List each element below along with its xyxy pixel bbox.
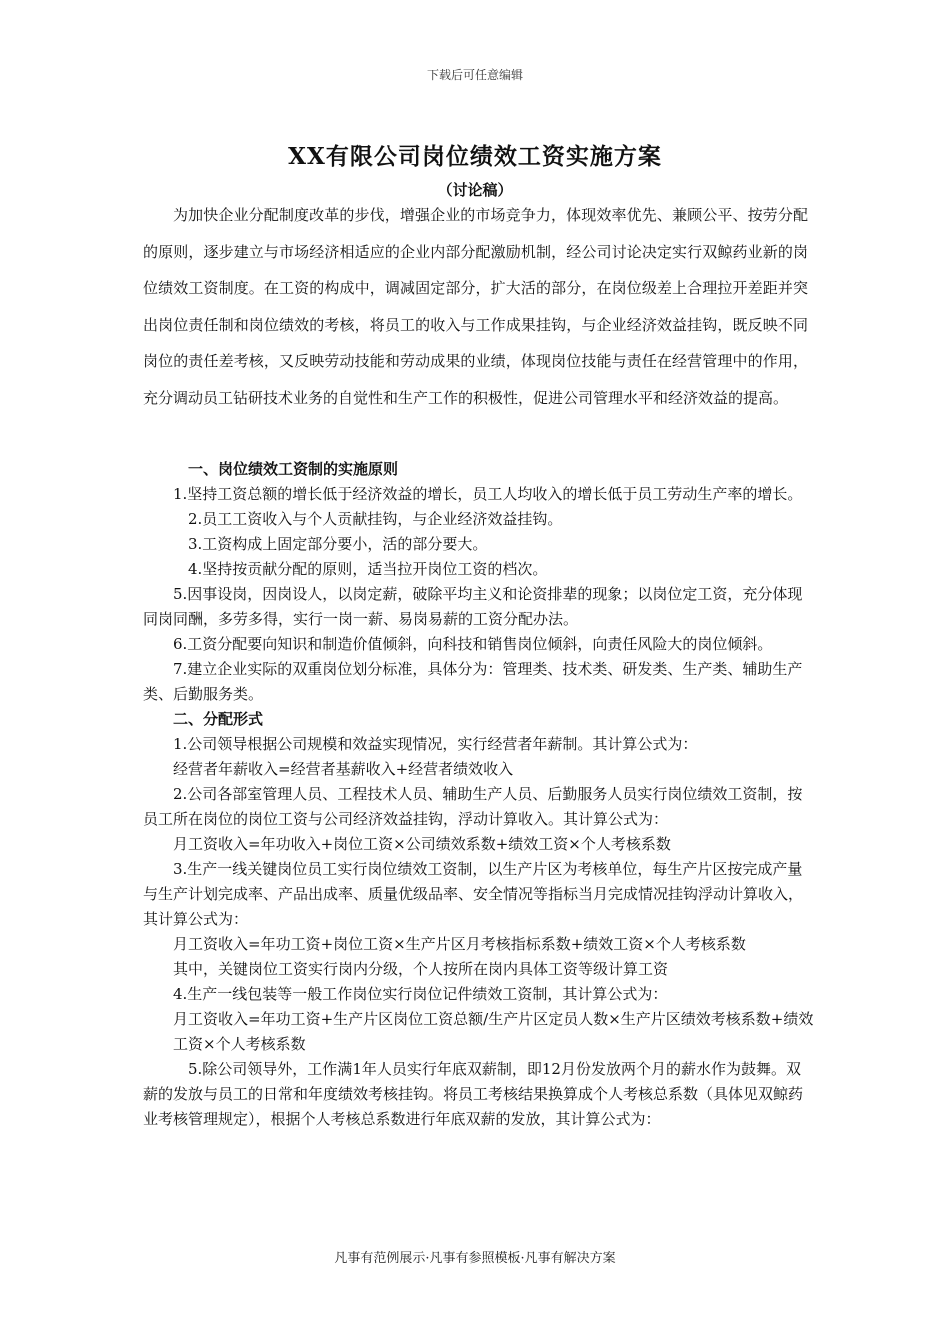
section-1-heading: 一、岗位绩效工资制的实施原则	[188, 460, 399, 478]
principle-item: 5.因事设岗，因岗设人，以岗定薪，破除平均主义和论资排辈的现象；以岗位定工资，充分体现同岗同酬，多劳多得，实行一岗一薪、易岗易薪的工资分配办法。	[143, 585, 803, 628]
page-footer: 凡事有范例展示·凡事有参照模板·凡事有解决方案	[334, 1251, 616, 1266]
principle-item: 3.工资构成上固定部分要小，活的部分要大。	[188, 535, 488, 553]
formula: 经营者年薪收入=经营者基薪收入+经营者绩效收入	[173, 760, 514, 778]
distribution-paragraph: 3.生产一线关键岗位员工实行岗位绩效工资制，以生产片区为考核单位，每生产片区按完成产量与生产计划完成率、产品出成率、质量优级品率、安全情况等指标当月完成情况挂钩浮动计算收入，其计算公式为：	[143, 860, 804, 928]
distribution-paragraph: 5.除公司领导外，工作满1年人员实行年底双薪制，即12月份发放两个月的薪水作为鼓舞。双薪的发放与员工的日常和年度绩效考核挂钩。将员工考核结果换算成个人考核总系数（具体见双鲸药业考核管理规定），根据个人考核总系数进行年底双薪的发放，其计算公式为：	[143, 1060, 804, 1128]
section-2-heading: 二、分配形式	[173, 710, 264, 728]
document-body	[143, 457, 815, 1132]
formula: 月工资收入=年功工资+生产片区岗位工资总额/生产片区定员人数×生产片区绩效考核系数+绩效工资×个人考核系数	[173, 1010, 814, 1053]
principle-item: 4.坚持按贡献分配的原则，适当拉开岗位工资的档次。	[188, 560, 548, 578]
distribution-paragraph: 4.生产一线包装等一般工作岗位实行岗位记件绩效工资制，其计算公式为：	[173, 985, 668, 1003]
formula: 月工资收入=年功工资+岗位工资×生产片区月考核指标系数+绩效工资×个人考核系数	[173, 935, 746, 953]
principle-item: 6.工资分配要向知识和制造价值倾斜，向科技和销售岗位倾斜，向责任风险大的岗位倾斜。	[173, 635, 773, 653]
document-title: XX有限公司岗位绩效工资实施方案	[288, 143, 662, 170]
formula: 月工资收入=年功收入+岗位工资×公司绩效系数+绩效工资×个人考核系数	[173, 835, 671, 853]
principle-item: 2.员工工资收入与个人贡献挂钩，与企业经济效益挂钩。	[188, 510, 563, 528]
page-header: 下载后可任意编辑	[426, 68, 523, 82]
intro-paragraph: 为加快企业分配制度改革的步伐，增强企业的市场竞争力，体现效率优先、兼顾公平、按劳分配的原则，逐步建立与市场经济相适应的企业内部分配激励机制，经公司讨论决定实行双鲸药业新的岗位绩效工资制度。在工资的构成中，调减固定部分，扩大活的部分，在岗位级差上合理拉开差距并突出岗位责任制和岗位绩效的考核，将员工的收入与工作成果挂钩，与企业经济效益挂钩，既反映不同岗位的责任差考核，又反映劳动技能和劳动成果的业绩，体现岗位技能与责任在经营管理中的作用，充分调动员工钻研技术业务的自觉性和生产工作的积极性，促进公司管理水平和经济效益的提高。	[143, 206, 808, 407]
distribution-paragraph: 2.公司各部室管理人员、工程技术人员、辅助生产人员、后勤服务人员实行岗位绩效工资制，按员工所在岗位的岗位工资与公司经济效益挂钩，浮动计算收入。其计算公式为：	[143, 785, 803, 828]
principle-item: 7.建立企业实际的双重岗位划分标准，具体分为：管理类、技术类、研发类、生产类、辅助生产类、后勤服务类。	[143, 660, 803, 703]
document-subtitle: （讨论稿）	[437, 181, 513, 199]
principle-item: 1.坚持工资总额的增长低于经济效益的增长，员工人均收入的增长低于员工劳动生产率的增长。	[173, 485, 803, 503]
distribution-paragraph: 1.公司领导根据公司规模和效益实现情况，实行经营者年薪制。其计算公式为：	[173, 735, 698, 753]
formula-note: 其中，关键岗位工资实行岗内分级，个人按所在岗内具体工资等级计算工资	[173, 960, 669, 978]
